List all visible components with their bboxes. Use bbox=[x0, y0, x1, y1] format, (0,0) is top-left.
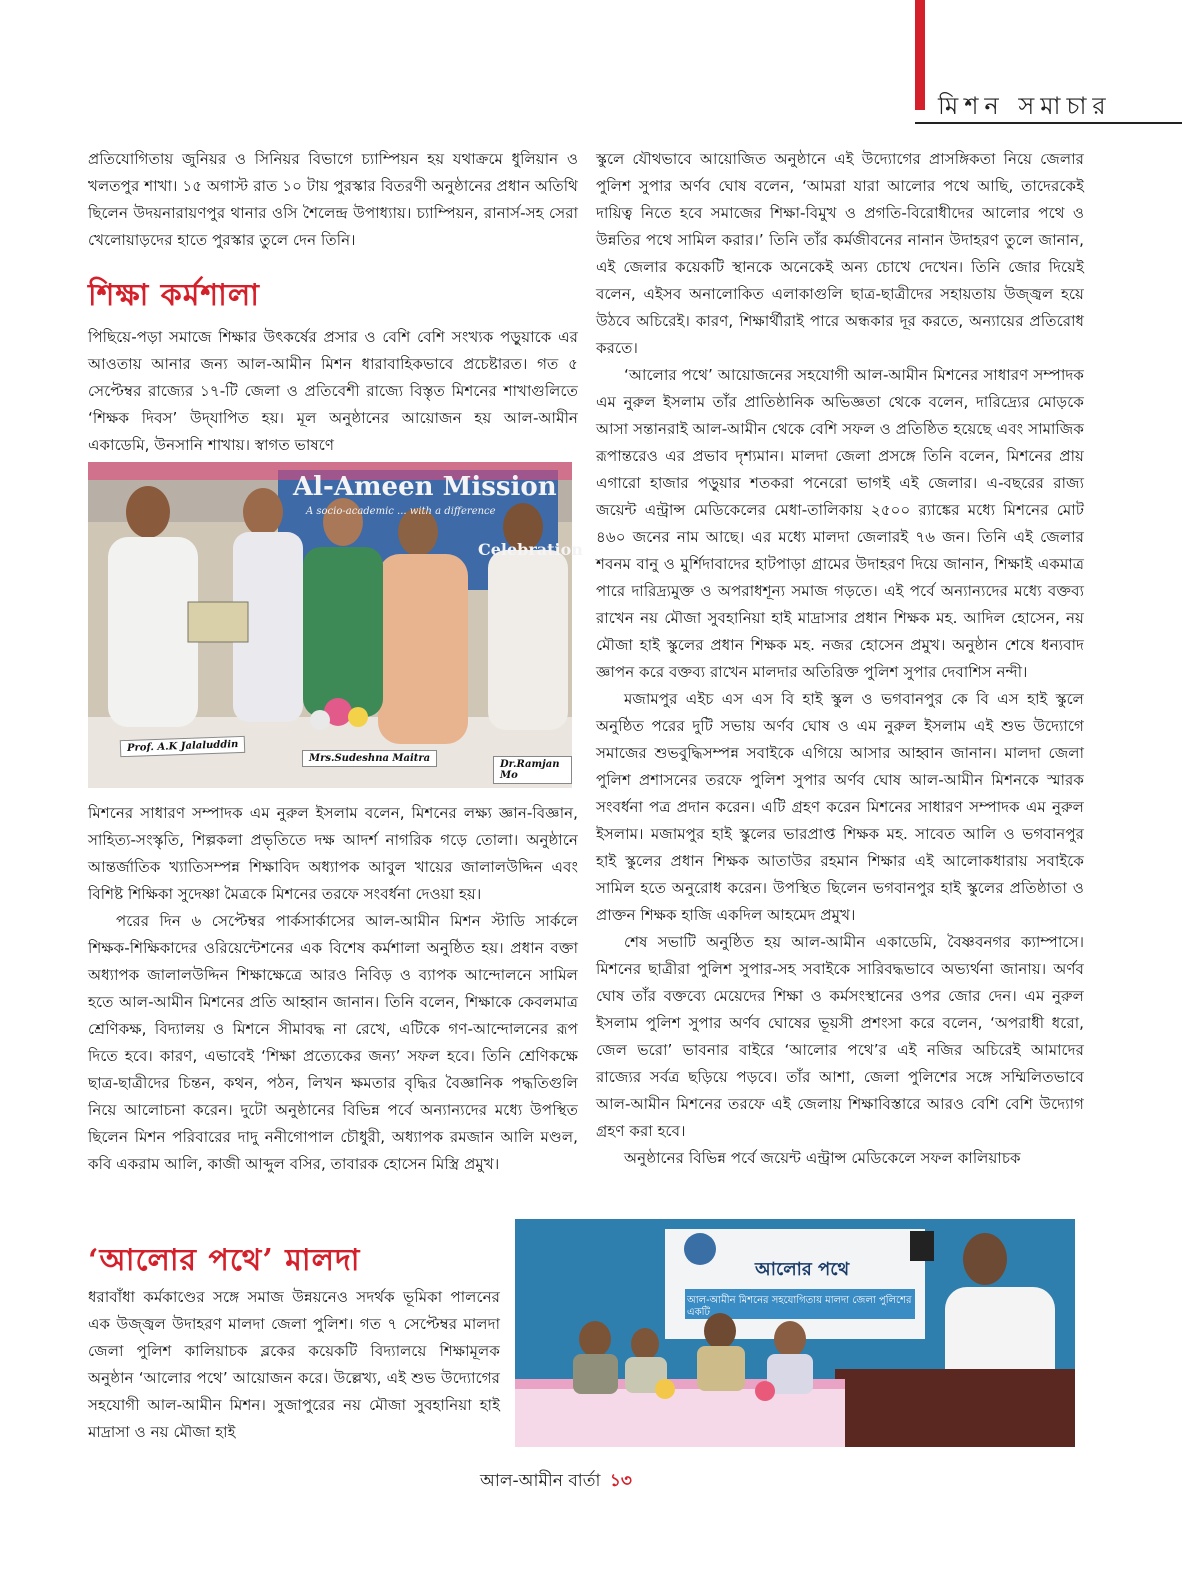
left-para2-block bbox=[88, 800, 578, 1178]
alor-pothe-photo bbox=[515, 1219, 1075, 1447]
caption-ramjan: Dr.Ramjan Mo bbox=[493, 756, 572, 784]
header-red-bar bbox=[915, 0, 925, 110]
heading-workshop: শিক্ষা কর্মশালা bbox=[88, 278, 260, 313]
left-para2: মিশনের সাধারণ সম্পাদক এম নুরুল ইসলাম বলেন, মিশনের লক্ষ্য জ্ঞান-বিজ্ঞান, সাহিত্য-সংস্কৃতি, শিল্পকলা প্রভৃতিতে দক্ষ আদর্শ নাগরিক গড়ে তোলা। অনুষ্ঠানে আন্তর্জাতিক খ্যাতিসম্পন্ন শিক্ষাবিদ অধ্যাপক আবুল খায়ের জালালউদ্দিন এবং বিশিষ্ট শিক্ষিকা সুদেষ্ণা মৈত্রকে মিশনের তরফে সংবর্ধনা দেওয়া হয়। bbox=[88, 804, 578, 903]
alor-pothe-photo-illustration bbox=[515, 1219, 1075, 1447]
section-label: মিশন সমাচার bbox=[938, 92, 1112, 120]
alor-pothe-banner-title: আলোর পথে bbox=[755, 1259, 850, 1280]
page-footer bbox=[480, 1468, 632, 1496]
right-para2: ‘আলোর পথে’ আয়োজনের সহযোগী আল-আমীন মিশনের সাধারণ সম্পাদক এম নুরুল ইসলাম তাঁর প্রাতিষ্ঠানিক অভিজ্ঞতা থেকে বলেন, দারিদ্র্যের মোড়কে আসা সন্তানরাই আল-আমীন থেকে বেশি সফল ও প্রতিষ্ঠিত হয়েছে এবং সামাজিক রূপান্তরেও এর প্রভাব দৃশ্যমান। মালদা জেলা প্রসঙ্গে তিনি বলেন, মিশনের প্রায় এগারো হাজার পড়ুয়ার শতকরা পনেরো ভাগই এই জেলার। এ-বছরের রাজ্য জয়েন্ট এন্ট্রান্স মেডিকেলের মেধা-তালিকায় ২৫০০ র‍্যাঙ্কের মধ্যে মিশনের মোট ৪৬০ জনের নাম আছে। এর মধ্যে মালদা জেলারই ৭৬ জন। তিনি এই জেলার শবনম বানু ও মুর্শিদাবাদের হাটপাড়া গ্রামের উদাহরণ দিয়ে জানান, শিক্ষাই একমাত্র পারে দারিদ্র্যমুক্ত ও অপরাধশূন্য সমাজ গড়তে। এই পর্বে অন্যান্যদের মধ্যে বক্তব্য রাখেন নয় মৌজা সুবহানিয়া হাই মাদ্রাসার প্রধান শিক্ষক মহ. আদিল হোসেন, নয় মৌজা হাই স্কুলের প্রধান শিক্ষক মহ. নজর হোসেন প্রমুখ। অনুষ্ঠান শেষে ধন্যবাদ জ্ঞাপন করে বক্তব্য রাখেন মালদার অতিরিক্ত পুলিশ সুপার দেবাশিস নন্দী। bbox=[596, 366, 1084, 681]
ceremony-banner-celebration: Celebration bbox=[478, 540, 583, 559]
alor-pothe-banner-line: আল-আমীন মিশনের সহযোগিতায় মালদা জেলা পুলিশের একটি bbox=[687, 1295, 912, 1318]
section-rule bbox=[915, 122, 1182, 124]
ceremony-banner-title: Al-Ameen Mission bbox=[293, 472, 557, 502]
ceremony-banner-sub: A socio-academic ... with a difference bbox=[306, 506, 496, 517]
right-para1: স্কুলে যৌথভাবে আয়োজিত অনুষ্ঠানে এই উদ্যোগের প্রাসঙ্গিকতা নিয়ে জেলার পুলিশ সুপার অর্ণব ঘোষ বলেন, ‘আমরা যারা আলোর পথে আছি, তাদেরকেই দায়িত্ব নিতে হবে সমাজের শিক্ষা-বিমুখ ও প্রগতি-বিরোধীদের আলোর পথে ও উন্নতির পথে সামিল করার।’ তিনি তাঁর কর্মজীবনের নানান উদাহরণ তুলে জানান, এই জেলার কয়েকটি স্থানকে অনেকেই অন্য চোখে দেখেন। তিনি জোর দিয়েই বলেন, এইসব অনালোকিত এলাকাগুলি ছাত্র-ছাত্রীদের সহায়তায় উজ্জ্বল হয়ে উঠবে অচিরেই। কারণ, শিক্ষার্থীরাই পারে অন্ধকার দূর করতে, অন্যায়ের প্রতিরোধ করতে। bbox=[596, 150, 1084, 357]
ceremony-photo bbox=[88, 462, 583, 788]
right-column bbox=[596, 146, 1084, 1172]
caption-sudeshna: Mrs.Sudeshna Maitra bbox=[302, 750, 437, 767]
publication-name: আল-আমীন বার্তা bbox=[480, 1471, 601, 1491]
heading-alor-pothe: ‘আলোর পথে’ মালদা bbox=[88, 1243, 361, 1278]
left-para1-block bbox=[88, 324, 578, 459]
caption-jalaluddin: Prof. A.K Jalaluddin bbox=[120, 736, 246, 757]
left-para3: পরের দিন ৬ সেপ্টেম্বর পার্কসার্কাসের আল-আমীন মিশন স্টাডি সার্কলে শিক্ষক-শিক্ষিকাদের ওরিয়েন্টেশনের এক বিশেষ কর্মশালা অনুষ্ঠিত হয়। প্রধান বক্তা অধ্যাপক জালালউদ্দিন শিক্ষাক্ষেত্রে আরও নিবিড় ও ব্যাপক আন্দোলনে সামিল হতে আল-আমীন মিশনের প্রতি আহ্বান জানান। তিনি বলেন, শিক্ষাকে কেবলমাত্র শ্রেণিকক্ষ, বিদ্যালয় ও মিশনে সীমাবদ্ধ না রেখে, এটিকে গণ-আন্দোলনের রূপ দিতে হবে। কারণ, এভাবেই ‘শিক্ষা প্রত্যেকের জন্য’ সফল হবে। তিনি শ্রেণিকক্ষে ছাত্র-ছাত্রীদের চিন্তন, কথন, পঠন, লিখন ক্ষমতার বৃদ্ধির বৈজ্ঞানিক পদ্ধতিগুলি নিয়ে আলোচনা করেন। দুটো অনুষ্ঠানের বিভিন্ন পর্বে অন্যান্যদের মধ্যে উপস্থিত ছিলেন মিশন পরিবারের দাদু ননীগোপাল চৌধুরী, অধ্যাপক রমজান আলি মণ্ডল, কবি একরাম আলি, কাজী আব্দুল বসির, তাবারক হোসেন মিস্ত্রি প্রমুখ। bbox=[88, 912, 578, 1173]
left-para4-block bbox=[88, 1284, 500, 1446]
page-number: ১৩ bbox=[609, 1471, 632, 1491]
left-intro bbox=[88, 146, 578, 254]
left-para4: ধরাবাঁধা কর্মকাণ্ডের সঙ্গে সমাজ উন্নয়নেও সদর্থক ভূমিকা পালনের এক উজ্জ্বল উদাহরণ মালদা জেলা পুলিশ। গত ৭ সেপ্টেম্বর মালদা জেলা পুলিশ কালিয়াচক ব্লকের কয়েকটি বিদ্যালয়ে শিক্ষামূলক অনুষ্ঠান ‘আলোর পথে’ আয়োজন করে। উল্লেখ্য, এই শুভ উদ্যোগের সহযোগী আল-আমীন মিশন। সুজাপুরের নয় মৌজা সুবহানিয়া হাই মাদ্রাসা ও নয় মৌজা হাই bbox=[88, 1288, 500, 1441]
right-para3: মজামপুর এইচ এস এস বি হাই স্কুল ও ভগবানপুর কে বি এস হাই স্কুলে অনুষ্ঠিত পরের দুটি সভায় অর্ণব ঘোষ ও এম নুরুল ইসলাম এই শুভ উদ্যোগে সমাজের শুভবুদ্ধিসম্পন্ন সবাইকে এগিয়ে আসার আহ্বান জানান। মালদা জেলা পুলিশ প্রশাসনের তরফে পুলিশ সুপার অর্ণব ঘোষ আল-আমীন মিশনকে স্মারক সংবর্ধনা পত্র প্রদান করেন। এটি গ্রহণ করেন মিশনের সাধারণ সম্পাদক এম নুরুল ইসলাম। মজামপুর হাই স্কুলের ভারপ্রাপ্ত শিক্ষক মহ. সাবেত আলি ও ভগবানপুর হাই স্কুলের প্রধান শিক্ষক আতাউর রহমান শিক্ষার এই আলোকধারায় সবাইকে সামিল হতে অনুরোধ করেন। উপস্থিত ছিলেন ভগবানপুর হাই স্কুলের প্রতিষ্ঠাতা ও প্রাক্তন শিক্ষক হাজি একদিল আহমেদ প্রমুখ। bbox=[596, 690, 1084, 924]
left-intro-text: প্রতিযোগিতায় জুনিয়র ও সিনিয়র বিভাগে চ্যাম্পিয়ন হয় যথাক্রমে ধুলিয়ান ও খলতপুর শাখা। ১৫ অগাস্ট রাত ১০ টায় পুরস্কার বিতরণী অনুষ্ঠানের প্রধান অতিথি ছিলেন উদয়নারায়ণপুর থানার ওসি শৈলেন্দ্র উপাধ্যায়। চ্যাম্পিয়ন, রানার্স-সহ সেরা খেলোয়াড়দের হাতে পুরস্কার তুলে দেন তিনি। bbox=[88, 150, 578, 249]
right-para4: শেষ সভাটি অনুষ্ঠিত হয় আল-আমীন একাডেমি, বৈষ্ণবনগর ক্যাম্পাসে। মিশনের ছাত্রীরা পুলিশ সুপার-সহ সবাইকে সারিবদ্ধভাবে অভ্যর্থনা জানায়। অর্ণব ঘোষ তাঁর বক্তব্যে মেয়েদের শিক্ষা ও কর্মসংস্থানের ওপর জোর দেন। এম নুরুল ইসলাম পুলিশ সুপার অর্ণব ঘোষের ভূয়সী প্রশংসা করে বলেন, ‘অপরাধী ধরো, জেল ভরো’ ভাবনার বাইরে ‘আলোর পথে’র এই নজির অচিরেই আমাদের রাজ্যের সর্বত্র ছড়িয়ে পড়বে। তাঁর আশা, জেলা পুলিশের সঙ্গে সম্মিলিতভাবে আল-আমীন মিশনের তরফে এই জেলায় শিক্ষাবিস্তারে আরও বেশি বেশি উদ্যোগ গ্রহণ করা হবে। bbox=[596, 933, 1084, 1140]
right-para5: অনুষ্ঠানের বিভিন্ন পর্বে জয়েন্ট এন্ট্রান্স মেডিকেলে সফল কালিয়াচক bbox=[624, 1149, 1021, 1167]
left-para1: পিছিয়ে-পড়া সমাজে শিক্ষার উৎকর্ষের প্রসার ও বেশি বেশি সংখ্যক পড়ুয়াকে এর আওতায় আনার জন্য আল-আমীন মিশন ধারাবাহিকভাবে প্রচেষ্টারত। গত ৫ সেপ্টেম্বর রাজ্যের ১৭-টি জেলা ও প্রতিবেশী রাজ্যে বিস্তৃত মিশনের শাখাগুলিতে ‘শিক্ষক দিবস’ উদ্‌যাপিত হয়। মূল অনুষ্ঠানের আয়োজন হয় আল-আমীন একাডেমি, উনসানি শাখায়। স্বাগত ভাষণে bbox=[88, 328, 578, 454]
